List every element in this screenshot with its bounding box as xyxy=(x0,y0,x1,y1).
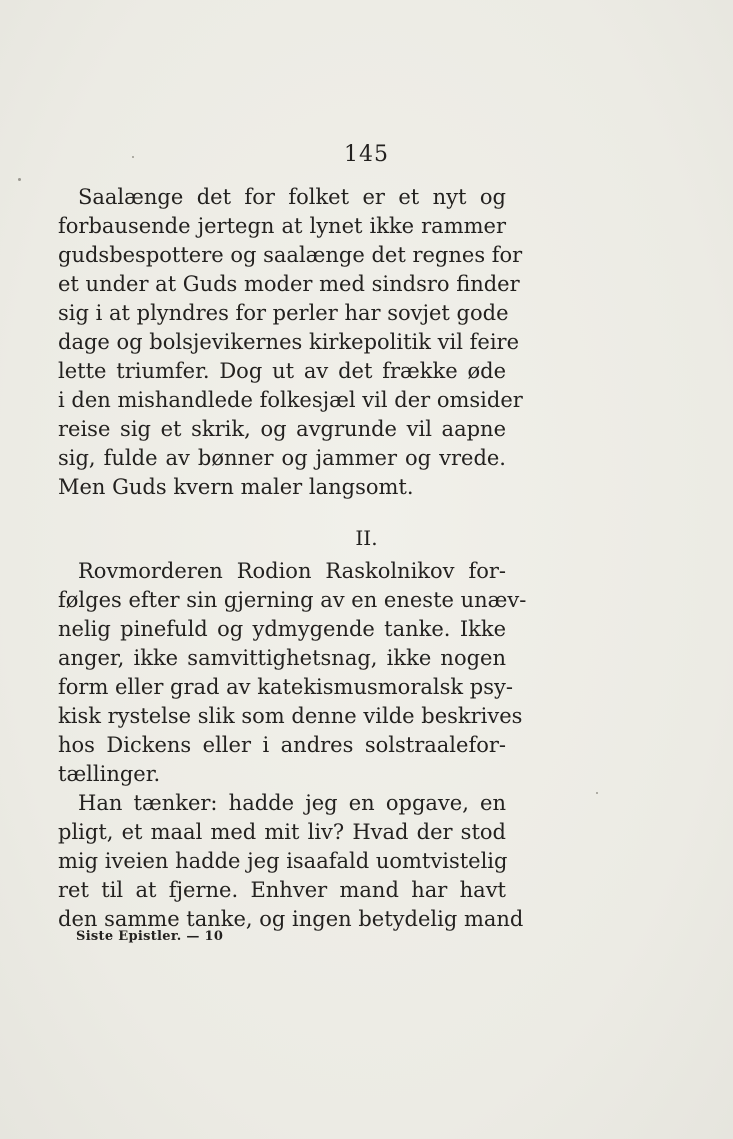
paragraph-2 xyxy=(58,557,527,934)
text-line: lette triumfer. Dog ut av det frække øde xyxy=(58,359,506,383)
paper-speck xyxy=(596,792,598,794)
text-line: sig i at plyndres for perler har sovjet gode xyxy=(58,301,509,325)
text-line: i den mishandlede folkesjæl vil der omsider xyxy=(58,388,523,412)
text-line: forbausende jertegn at lynet ikke rammer xyxy=(58,214,506,238)
text-line: den samme tanke, og ingen betydelig mand xyxy=(58,907,524,931)
signature-mark: Siste Epistler. — 10 xyxy=(76,929,224,944)
paragraph-1 xyxy=(58,183,523,502)
text-line: hos Dickens eller i andres solstraalefor- xyxy=(58,733,506,757)
text-line: sig, fulde av bønner og jammer og vrede. xyxy=(58,446,506,470)
text-line: reise sig et skrik, og avgrunde vil aapne xyxy=(58,417,506,441)
text-line: nelig pinefuld og ydmygende tanke. Ikke xyxy=(58,617,506,641)
section-heading: II. xyxy=(355,526,378,550)
text-line: et under at Guds moder med sindsro finder xyxy=(58,272,520,296)
paper-speck xyxy=(18,178,21,181)
text-line: Men Guds kvern maler langsomt. xyxy=(58,475,414,499)
text-line: dage og bolsjevikernes kirkepolitik vil feire xyxy=(58,330,520,354)
page-number: 145 xyxy=(344,142,389,167)
text-line: Saalænge det for folket er et nyt og xyxy=(78,185,506,209)
text-line: anger, ikke samvittighetsnag, ikke nogen xyxy=(58,646,506,670)
text-line: form eller grad av katekismusmoralsk psy- xyxy=(58,675,513,699)
text-line: tællinger. xyxy=(58,762,161,786)
text-line: kisk rystelse slik som denne vilde beskrives xyxy=(58,704,523,728)
text-line: mig iveien hadde jeg isaafald uomtvistelig xyxy=(58,849,508,873)
text-line: Han tænker: hadde jeg en opgave, en xyxy=(78,791,506,815)
text-line: ret til at fjerne. Enhver mand har havt xyxy=(58,878,506,902)
text-line: følges efter sin gjerning av en eneste unæv- xyxy=(58,588,527,612)
text-line: gudsbespottere og saalænge det regnes for xyxy=(58,243,523,267)
text-line: pligt, et maal med mit liv? Hvad der stod xyxy=(58,820,506,844)
text-line: Rovmorderen Rodion Raskolnikov for- xyxy=(78,559,506,583)
